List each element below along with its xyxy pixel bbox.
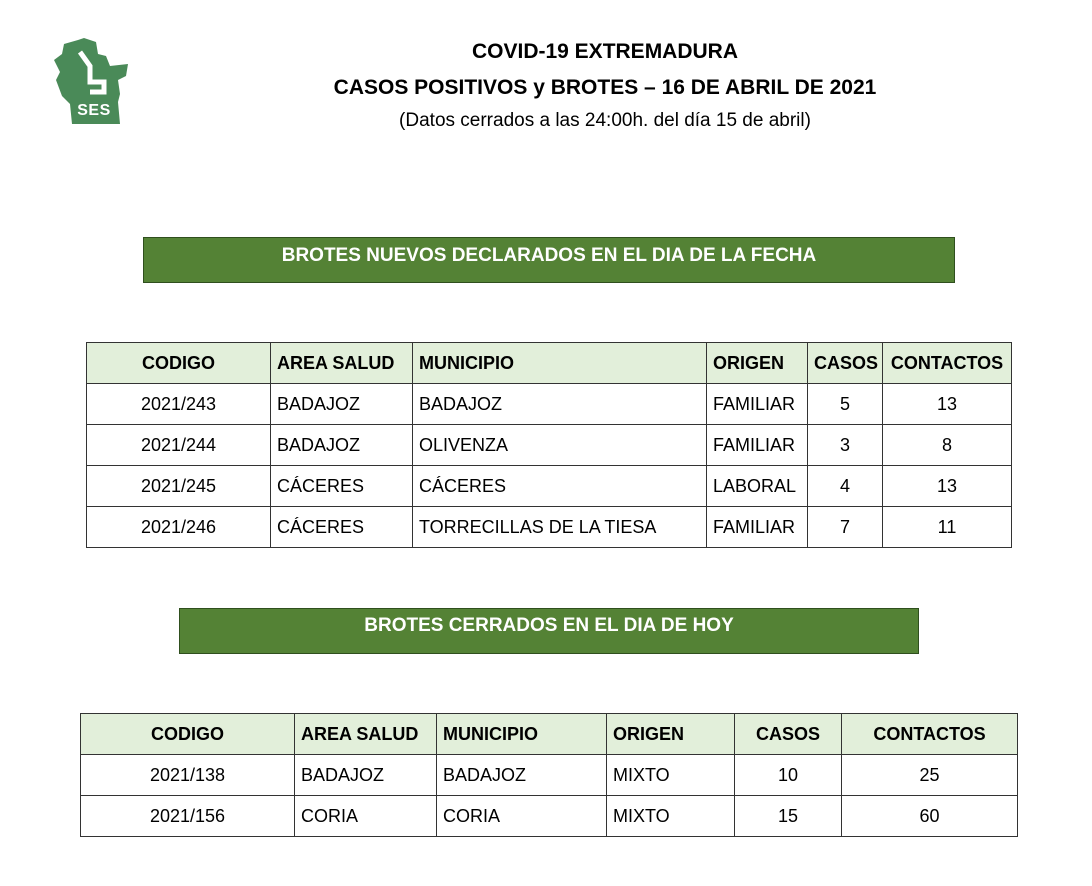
column-header-municipio: MUNICIPIO: [413, 343, 707, 384]
cell-contactos: 8: [883, 425, 1012, 466]
table-header-row: [81, 714, 1018, 755]
page-subtitle: CASOS POSITIVOS y BROTES – 16 DE ABRIL DE 2021: [333, 76, 877, 99]
cell-municipio: OLIVENZA: [413, 425, 707, 466]
cell-contactos: 11: [883, 507, 1012, 548]
cell-area-salud: CORIA: [295, 796, 437, 837]
cell-casos: 15: [735, 796, 842, 837]
column-header-casos: CASOS: [808, 343, 883, 384]
column-header-codigo: CODIGO: [81, 714, 295, 755]
closed-outbreaks-table: [80, 713, 1018, 837]
table-row: [87, 425, 1012, 466]
column-header-casos: CASOS: [735, 714, 842, 755]
cell-municipio: TORRECILLAS DE LA TIESA: [413, 507, 707, 548]
cell-municipio: CORIA: [437, 796, 607, 837]
column-header-municipio: MUNICIPIO: [437, 714, 607, 755]
table-row: [81, 796, 1018, 837]
cell-area-salud: CÁCERES: [271, 507, 413, 548]
cell-casos: 4: [808, 466, 883, 507]
cell-casos: 10: [735, 755, 842, 796]
cell-origen: FAMILIAR: [707, 425, 808, 466]
cell-codigo: 2021/246: [87, 507, 271, 548]
cell-contactos: 13: [883, 384, 1012, 425]
cell-casos: 7: [808, 507, 883, 548]
cell-area-salud: CÁCERES: [271, 466, 413, 507]
cell-origen: MIXTO: [607, 796, 735, 837]
cell-origen: FAMILIAR: [707, 384, 808, 425]
cell-municipio: BADAJOZ: [413, 384, 707, 425]
cell-origen: FAMILIAR: [707, 507, 808, 548]
column-header-origen: ORIGEN: [707, 343, 808, 384]
table-header-row: [87, 343, 1012, 384]
table-row: [87, 466, 1012, 507]
cell-codigo: 2021/244: [87, 425, 271, 466]
cell-contactos: 13: [883, 466, 1012, 507]
cell-origen: LABORAL: [707, 466, 808, 507]
logo-text: SES: [77, 102, 111, 119]
column-header-area-salud: AREA SALUD: [271, 343, 413, 384]
column-header-area-salud: AREA SALUD: [295, 714, 437, 755]
new-outbreaks-banner: BROTES NUEVOS DECLARADOS EN EL DIA DE LA FECHA: [143, 237, 955, 283]
cell-contactos: 25: [842, 755, 1018, 796]
cell-contactos: 60: [842, 796, 1018, 837]
table-row: [87, 384, 1012, 425]
cell-area-salud: BADAJOZ: [271, 384, 413, 425]
new-outbreaks-table: [86, 342, 1012, 548]
table-row: [81, 755, 1018, 796]
cell-area-salud: BADAJOZ: [271, 425, 413, 466]
cell-codigo: 2021/243: [87, 384, 271, 425]
page-title: COVID-19 EXTREMADURA: [471, 40, 739, 63]
cell-codigo: 2021/138: [81, 755, 295, 796]
column-header-codigo: CODIGO: [87, 343, 271, 384]
cell-municipio: BADAJOZ: [437, 755, 607, 796]
cell-codigo: 2021/156: [81, 796, 295, 837]
data-note: (Datos cerrados a las 24:00h. del día 15 de abril): [399, 110, 811, 131]
cell-area-salud: BADAJOZ: [295, 755, 437, 796]
column-header-contactos: CONTACTOS: [842, 714, 1018, 755]
cell-origen: MIXTO: [607, 755, 735, 796]
table-row: [87, 507, 1012, 548]
column-header-origen: ORIGEN: [607, 714, 735, 755]
cell-casos: 5: [808, 384, 883, 425]
cell-municipio: CÁCERES: [413, 466, 707, 507]
closed-outbreaks-banner: BROTES CERRADOS EN EL DIA DE HOY: [179, 608, 919, 654]
column-header-contactos: CONTACTOS: [883, 343, 1012, 384]
cell-casos: 3: [808, 425, 883, 466]
cell-codigo: 2021/245: [87, 466, 271, 507]
